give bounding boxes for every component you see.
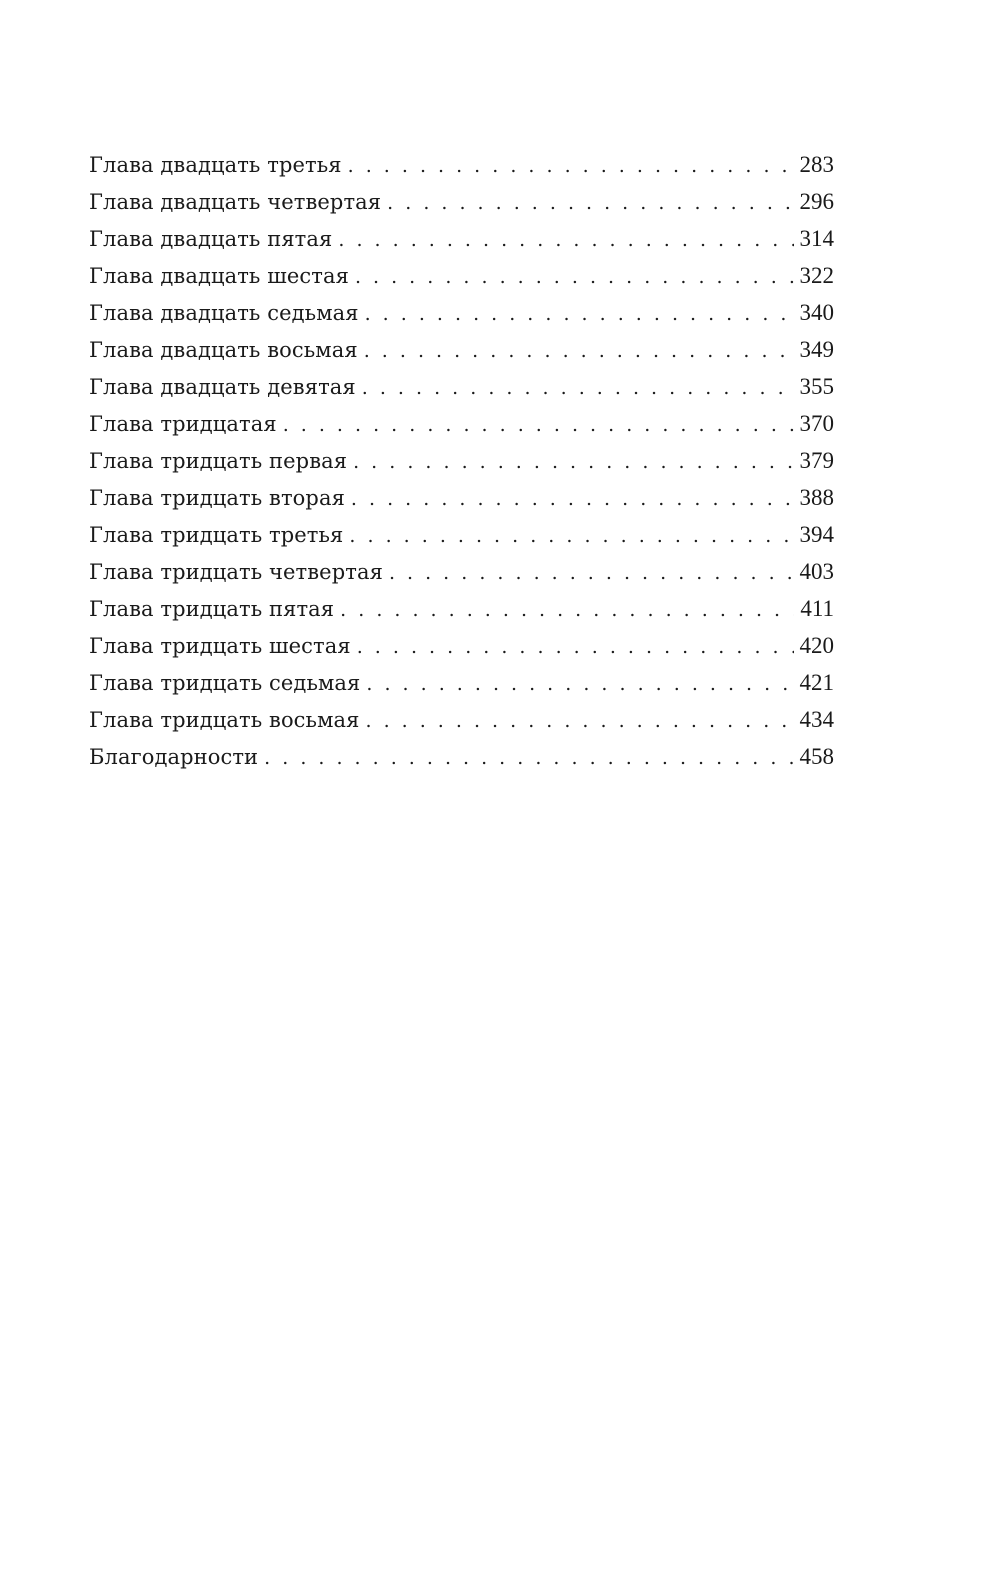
toc-dot-leader [348,148,794,185]
toc-entry-page: 355 [799,374,834,399]
toc-dot-leader [355,259,794,296]
toc-entry-title: Благодарности [89,745,259,769]
toc-entry [89,146,834,183]
toc-entry-page: 394 [799,522,834,547]
toc-dot-leader [351,481,794,518]
toc-dot-leader [364,333,794,370]
toc-entry [89,183,834,220]
toc-entry [89,664,834,701]
toc-dot-leader [340,592,794,629]
toc-entry [89,516,834,553]
toc-entry-page: 370 [799,411,834,436]
toc-dot-leader [389,555,794,592]
toc-entry [89,627,834,664]
toc-entry-page: 420 [799,633,834,658]
toc-entry-page: 458 [799,744,834,769]
toc-entry-title: Глава тридцать седьмая [89,671,361,695]
toc-entry-page: 403 [799,559,834,584]
toc-dot-leader [365,703,793,740]
toc-entry-title: Глава двадцать шестая [89,264,349,288]
toc-entry [89,442,834,479]
toc-entry-title: Глава двадцать четвертая [89,190,382,214]
toc-entry [89,479,834,516]
toc-dot-leader [264,740,793,777]
toc-dot-leader [283,407,794,444]
toc-entry-page: 340 [799,300,834,325]
toc-entry-title: Глава двадцать третья [89,153,342,177]
toc-entry-page: 283 [799,152,834,177]
toc-dot-leader [366,666,793,703]
toc-entry-page: 296 [799,189,834,214]
toc-entry [89,405,834,442]
toc-dot-leader [365,296,794,333]
toc-entry-title: Глава двадцать восьмая [89,338,358,362]
toc-entry-page: 388 [799,485,834,510]
toc-entry [89,294,834,331]
toc-entry-title: Глава тридцать пятая [89,597,335,621]
toc-entry-page: 411 [800,596,834,621]
toc-entry-title: Глава тридцатая [89,412,277,436]
toc-entry-title: Глава тридцать четвертая [89,560,383,584]
toc-dot-leader [387,185,793,222]
toc-entry-page: 314 [799,226,834,251]
toc-entry-title: Глава тридцать вторая [89,486,345,510]
toc-entry [89,590,834,627]
toc-entry-title: Глава тридцать третья [89,523,344,547]
toc-entry-page: 349 [799,337,834,362]
toc-entry-title: Глава тридцать шестая [89,634,351,658]
toc-entry-title: Глава тридцать восьмая [89,708,360,732]
toc-entry [89,701,834,738]
toc-dot-leader [362,370,794,407]
toc-dot-leader [338,222,793,259]
toc-entry-title: Глава двадцать девятая [89,375,356,399]
toc-entry [89,738,834,775]
table-of-contents [89,146,834,775]
toc-entry-title: Глава тридцать первая [89,449,348,473]
toc-entry [89,368,834,405]
toc-dot-leader [353,444,793,481]
toc-entry-page: 421 [799,670,834,695]
toc-entry-page: 434 [799,707,834,732]
toc-entry-title: Глава двадцать седьмая [89,301,359,325]
toc-entry-title: Глава двадцать пятая [89,227,333,251]
toc-dot-leader [357,629,794,666]
toc-entry [89,220,834,257]
toc-dot-leader [349,518,793,555]
toc-entry-page: 322 [799,263,834,288]
toc-entry [89,257,834,294]
toc-entry [89,331,834,368]
toc-entry [89,553,834,590]
toc-entry-page: 379 [799,448,834,473]
